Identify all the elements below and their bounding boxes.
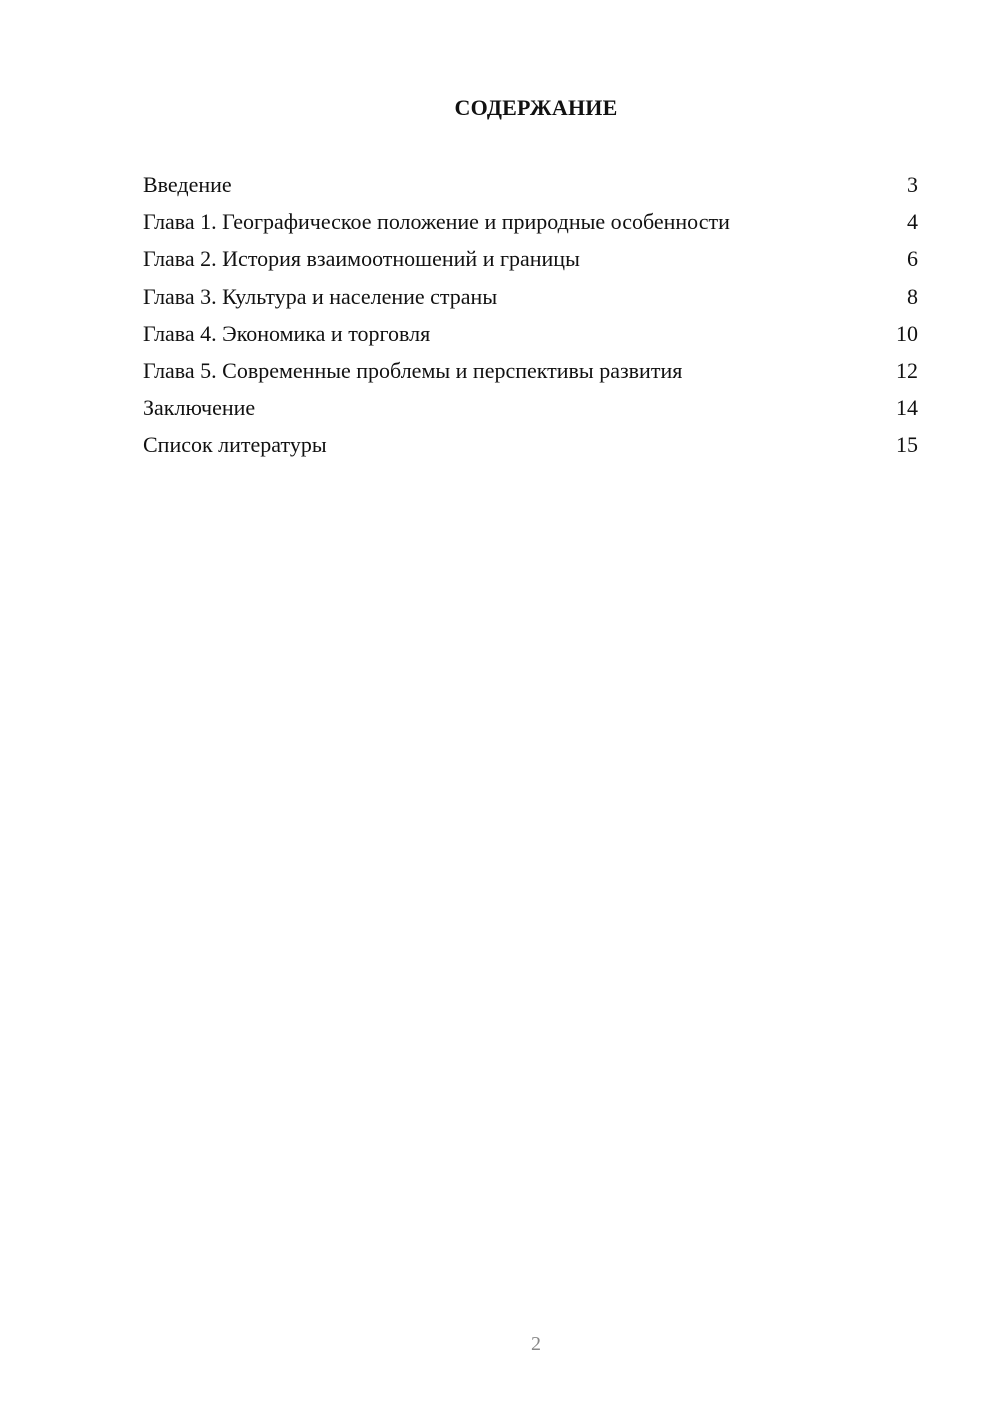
toc-item-page: 8 [907, 283, 918, 309]
toc-item-label: Глава 2. История взаимоотношений и границы [143, 246, 580, 272]
toc-item-page: 12 [896, 357, 918, 383]
toc-item-label: Заключение [143, 395, 256, 421]
toc-item-page: 14 [896, 395, 918, 421]
toc-item-label: Глава 5. Современные проблемы и перспективы развития [143, 357, 683, 383]
toc-item-label: Список литературы [143, 432, 327, 458]
toc-item-chapter-3 [143, 280, 918, 317]
toc-item-chapter-4 [143, 317, 918, 354]
toc-item-label: Введение [143, 172, 232, 197]
toc-item-chapter-2 [143, 242, 918, 279]
toc-item-page: 15 [896, 432, 918, 458]
toc-item-label: Глава 1. Географическое положение и природные особенности [143, 209, 730, 235]
toc-item-bibliography [143, 428, 918, 465]
toc-item-label: Глава 3. Культура и население страны [143, 283, 498, 309]
page-title: СОДЕРЖАНИЕ [454, 95, 618, 120]
toc-item-chapter-1 [143, 205, 918, 242]
toc-item-page: 10 [896, 320, 918, 346]
table-of-contents [143, 168, 918, 466]
toc-item-page: 3 [907, 172, 918, 197]
toc-item-page: 4 [907, 209, 918, 235]
toc-item-chapter-5 [143, 354, 918, 391]
toc-item-introduction [143, 168, 918, 205]
toc-item-label: Глава 4. Экономика и торговля [143, 320, 431, 346]
toc-item-conclusion [143, 391, 918, 428]
toc-item-page: 6 [907, 246, 918, 272]
page-number: 2 [531, 1333, 541, 1355]
